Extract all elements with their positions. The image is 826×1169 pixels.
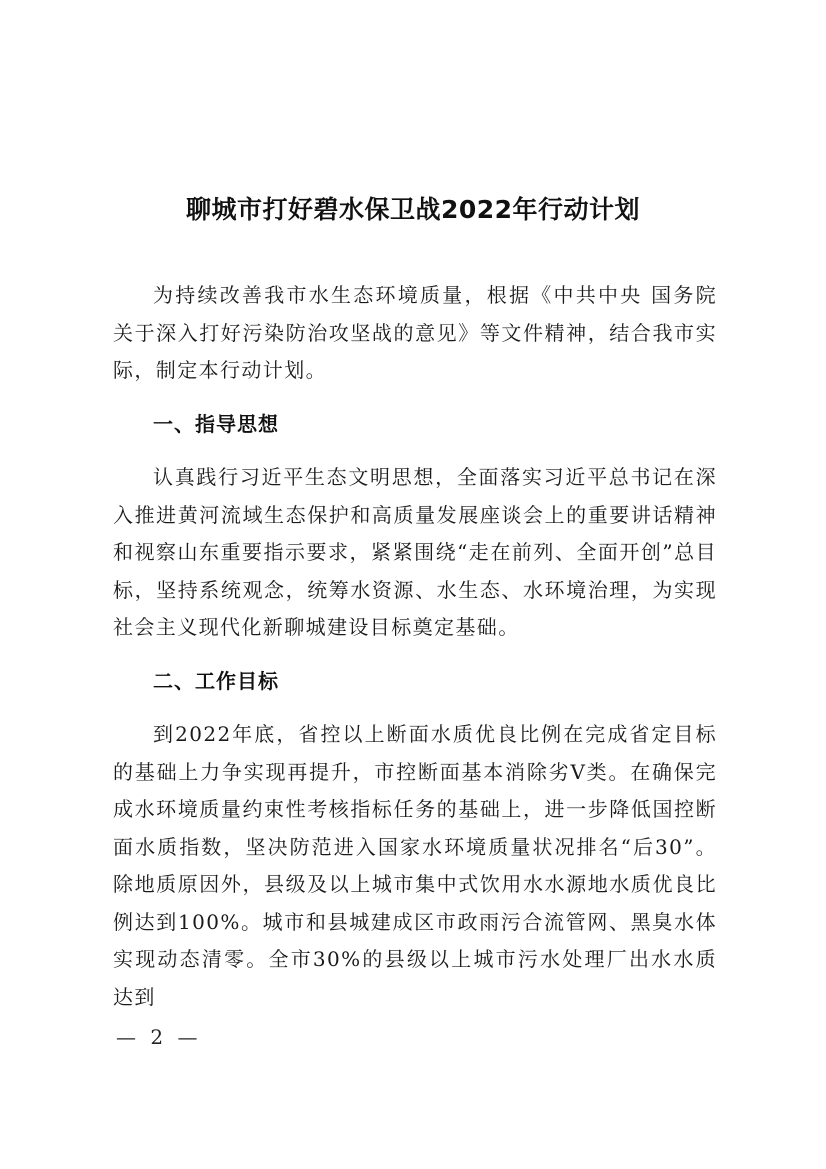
intro-paragraph: 为持续改善我市水生态环境质量，根据《中共中央 国务院关于深入打好污染防治攻坚战的意见》等文件精神，结合我市实际，制定本行动计划。 bbox=[113, 283, 717, 382]
page-number: — 2 — bbox=[116, 1025, 202, 1049]
document-body bbox=[113, 277, 717, 1016]
section-heading-guiding-ideology: 一、指导思想 bbox=[153, 411, 279, 436]
document-title: 聊城市打好碧水保卫战2022年行动计划 bbox=[185, 195, 641, 224]
section-text-guiding-ideology: 认真践行习近平生态文明思想，全面落实习近平总书记在深入推进黄河流域生态保护和高质量发展座谈会上的重要讲话精神和视察山东重要指示要求，紧紧围绕“走在前列、全面开创”总目标，坚持系统观念，统筹水资源、水生态、水环境治理，为实现社会主义现代化新聊城建设目标奠定基础。 bbox=[113, 465, 717, 639]
section-text-work-goals: 到2022年底，省控以上断面水质优良比例在完成省定目标的基础上力争实现再提升，市控断面基本消除劣Ⅴ类。在确保完成水环境质量约束性考核指标任务的基础上，进一步降低国控断面水质指数，坚决防范进入国家水环境质量状况排名“后30”。除地质原因外，县级及以上城市集中式饮用水水源地水质优良比例达到100%。城市和县城建成区市政雨污合流管网、黑臭水体实现动态清零。全市30%的县级以上城市污水处理厂出水水质达到 bbox=[113, 722, 717, 1009]
section-heading-work-goals: 二、工作目标 bbox=[153, 668, 279, 693]
